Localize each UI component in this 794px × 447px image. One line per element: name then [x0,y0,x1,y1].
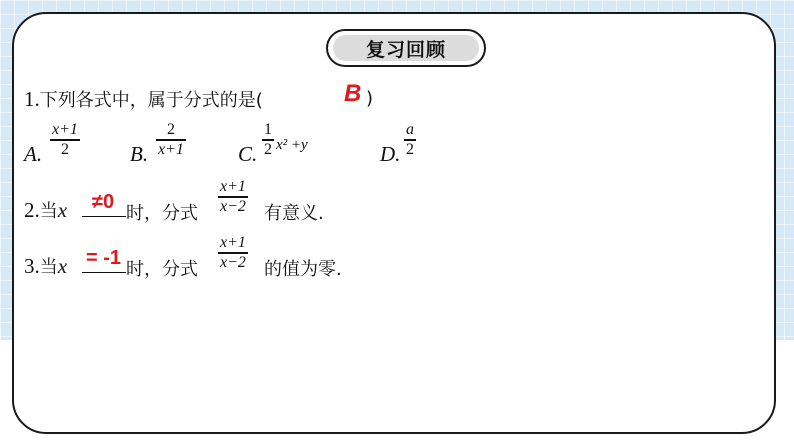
option-c-tail: x² +y [276,137,308,153]
question-3-blank [82,272,126,273]
question-3-denominator: x−2 [220,253,246,271]
option-d-fraction [404,121,416,159]
question-3-variable: x [57,254,68,278]
option-d-numerator: a [406,121,414,138]
question-2-number: 2. [24,198,40,222]
option-b-label: B. [130,142,149,166]
option-c-label: C. [238,142,258,166]
option-b-denominator: x+1 [158,140,184,158]
question-2-suffix: 有意义. [264,203,324,224]
question-1-close: ) [366,88,374,109]
option-a-fraction [50,121,80,159]
option-a-label: A. [24,142,43,166]
question-2-fraction [218,178,248,216]
question-3-mid: 时，分式 [126,259,198,280]
option-c-numerator: 1 [264,121,272,138]
question-2-blank [82,216,126,217]
option-c-fraction [262,121,274,159]
question-2 [24,197,67,223]
question-1-answer: B [344,80,362,107]
question-3 [24,253,67,279]
question-2-variable: x [57,198,68,222]
question-2-numerator: x+1 [220,178,246,195]
question-1-number: 1. [24,87,40,111]
page-title: 复习回顾 [333,35,479,61]
question-2-answer: ≠0 [92,191,115,213]
question-2-denominator: x−2 [220,197,246,215]
option-c-denominator: 2 [264,140,272,158]
question-2-mid: 时，分式 [126,203,198,224]
question-1-text: 下列各式中，属于分式的是( [39,90,263,111]
question-3-prefix: 当 [39,257,58,278]
question-3-numerator: x+1 [220,234,246,251]
option-a-numerator: x+1 [52,121,78,138]
question-3-number: 3. [24,254,40,278]
option-d-denominator: 2 [406,140,414,158]
option-b-numerator: 2 [166,121,175,138]
question-1 [24,86,263,112]
question-3-answer: = -1 [86,247,122,269]
question-3-suffix: 的值为零. [264,259,342,280]
title-badge [326,29,486,67]
question-3-fraction [218,234,248,272]
option-d-label: D. [380,142,401,166]
question-2-prefix: 当 [39,201,58,222]
option-b-fraction [156,121,186,159]
option-a-denominator: 2 [60,140,69,158]
